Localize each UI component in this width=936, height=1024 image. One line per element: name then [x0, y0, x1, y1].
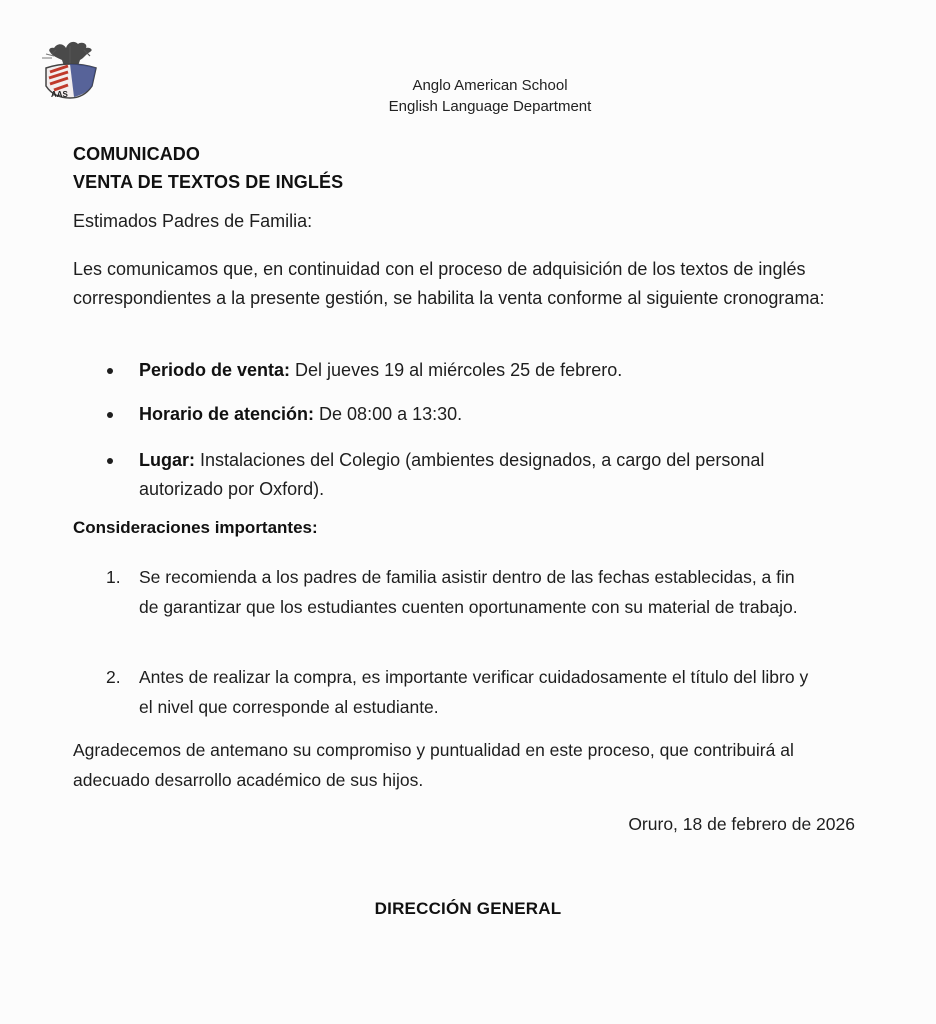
item-text: Se recomienda a los padres de familia asistir dentro de las fechas establecidas, a fin de garantizar que los estudiantes cuenten oportunamente con su material de trabajo.: [139, 567, 798, 617]
schedule-label: Horario de atención:: [139, 404, 315, 424]
bullet-icon: [107, 412, 113, 418]
schedule-value: Instalaciones del Colegio (ambientes designados, a cargo del personal autorizado por Oxford).: [139, 450, 765, 499]
consideration-item: [106, 663, 826, 722]
item-number: 2.: [106, 667, 121, 687]
greeting: Estimados Padres de Familia:: [73, 211, 313, 231]
bullet-icon: [107, 368, 113, 374]
department-name: English Language Department: [388, 98, 592, 115]
title-block: [73, 140, 863, 196]
bullet-icon: [107, 458, 113, 464]
consideration-item: [106, 563, 806, 622]
school-logo-icon: [34, 38, 106, 102]
schedule-value: De 08:00 a 13:30.: [314, 404, 463, 424]
intro-paragraph: Les comunicamos que, en continuidad con el proceso de adquisición de los textos de inglés correspondientes a la presente gestión, se habilita la venta conforme al siguiente cronograma:: [73, 259, 825, 308]
school-name: Anglo American School: [412, 77, 568, 94]
schedule-item-place: [100, 446, 800, 503]
schedule-item-hours: [100, 400, 462, 429]
schedule-value: Del jueves 19 al miércoles 25 de febrero.: [290, 360, 623, 380]
item-number: 1.: [106, 567, 121, 587]
closing-paragraph: Agradecemos de antemano su compromiso y puntualidad en este proceso, que contribuirá al adecuado desarrollo académico de sus hijos.: [73, 740, 794, 790]
schedule-label: Lugar:: [139, 450, 195, 470]
schedule-label: Periodo de venta:: [139, 360, 291, 380]
document-type: COMUNICADO: [73, 144, 200, 164]
place-date: Oruro, 18 de febrero de 2026: [628, 814, 855, 834]
considerations-heading: Consideraciones importantes:: [73, 518, 318, 537]
item-text: Antes de realizar la compra, es importante verificar cuidadosamente el título del libro y el nivel que corresponde al estudiante.: [139, 667, 809, 717]
document-header: [300, 75, 680, 117]
document-subject: VENTA DE TEXTOS DE INGLÉS: [73, 172, 344, 192]
svg-text:AAS: AAS: [51, 90, 68, 99]
schedule-item-period: [100, 356, 622, 385]
signature: DIRECCIÓN GENERAL: [374, 899, 562, 918]
